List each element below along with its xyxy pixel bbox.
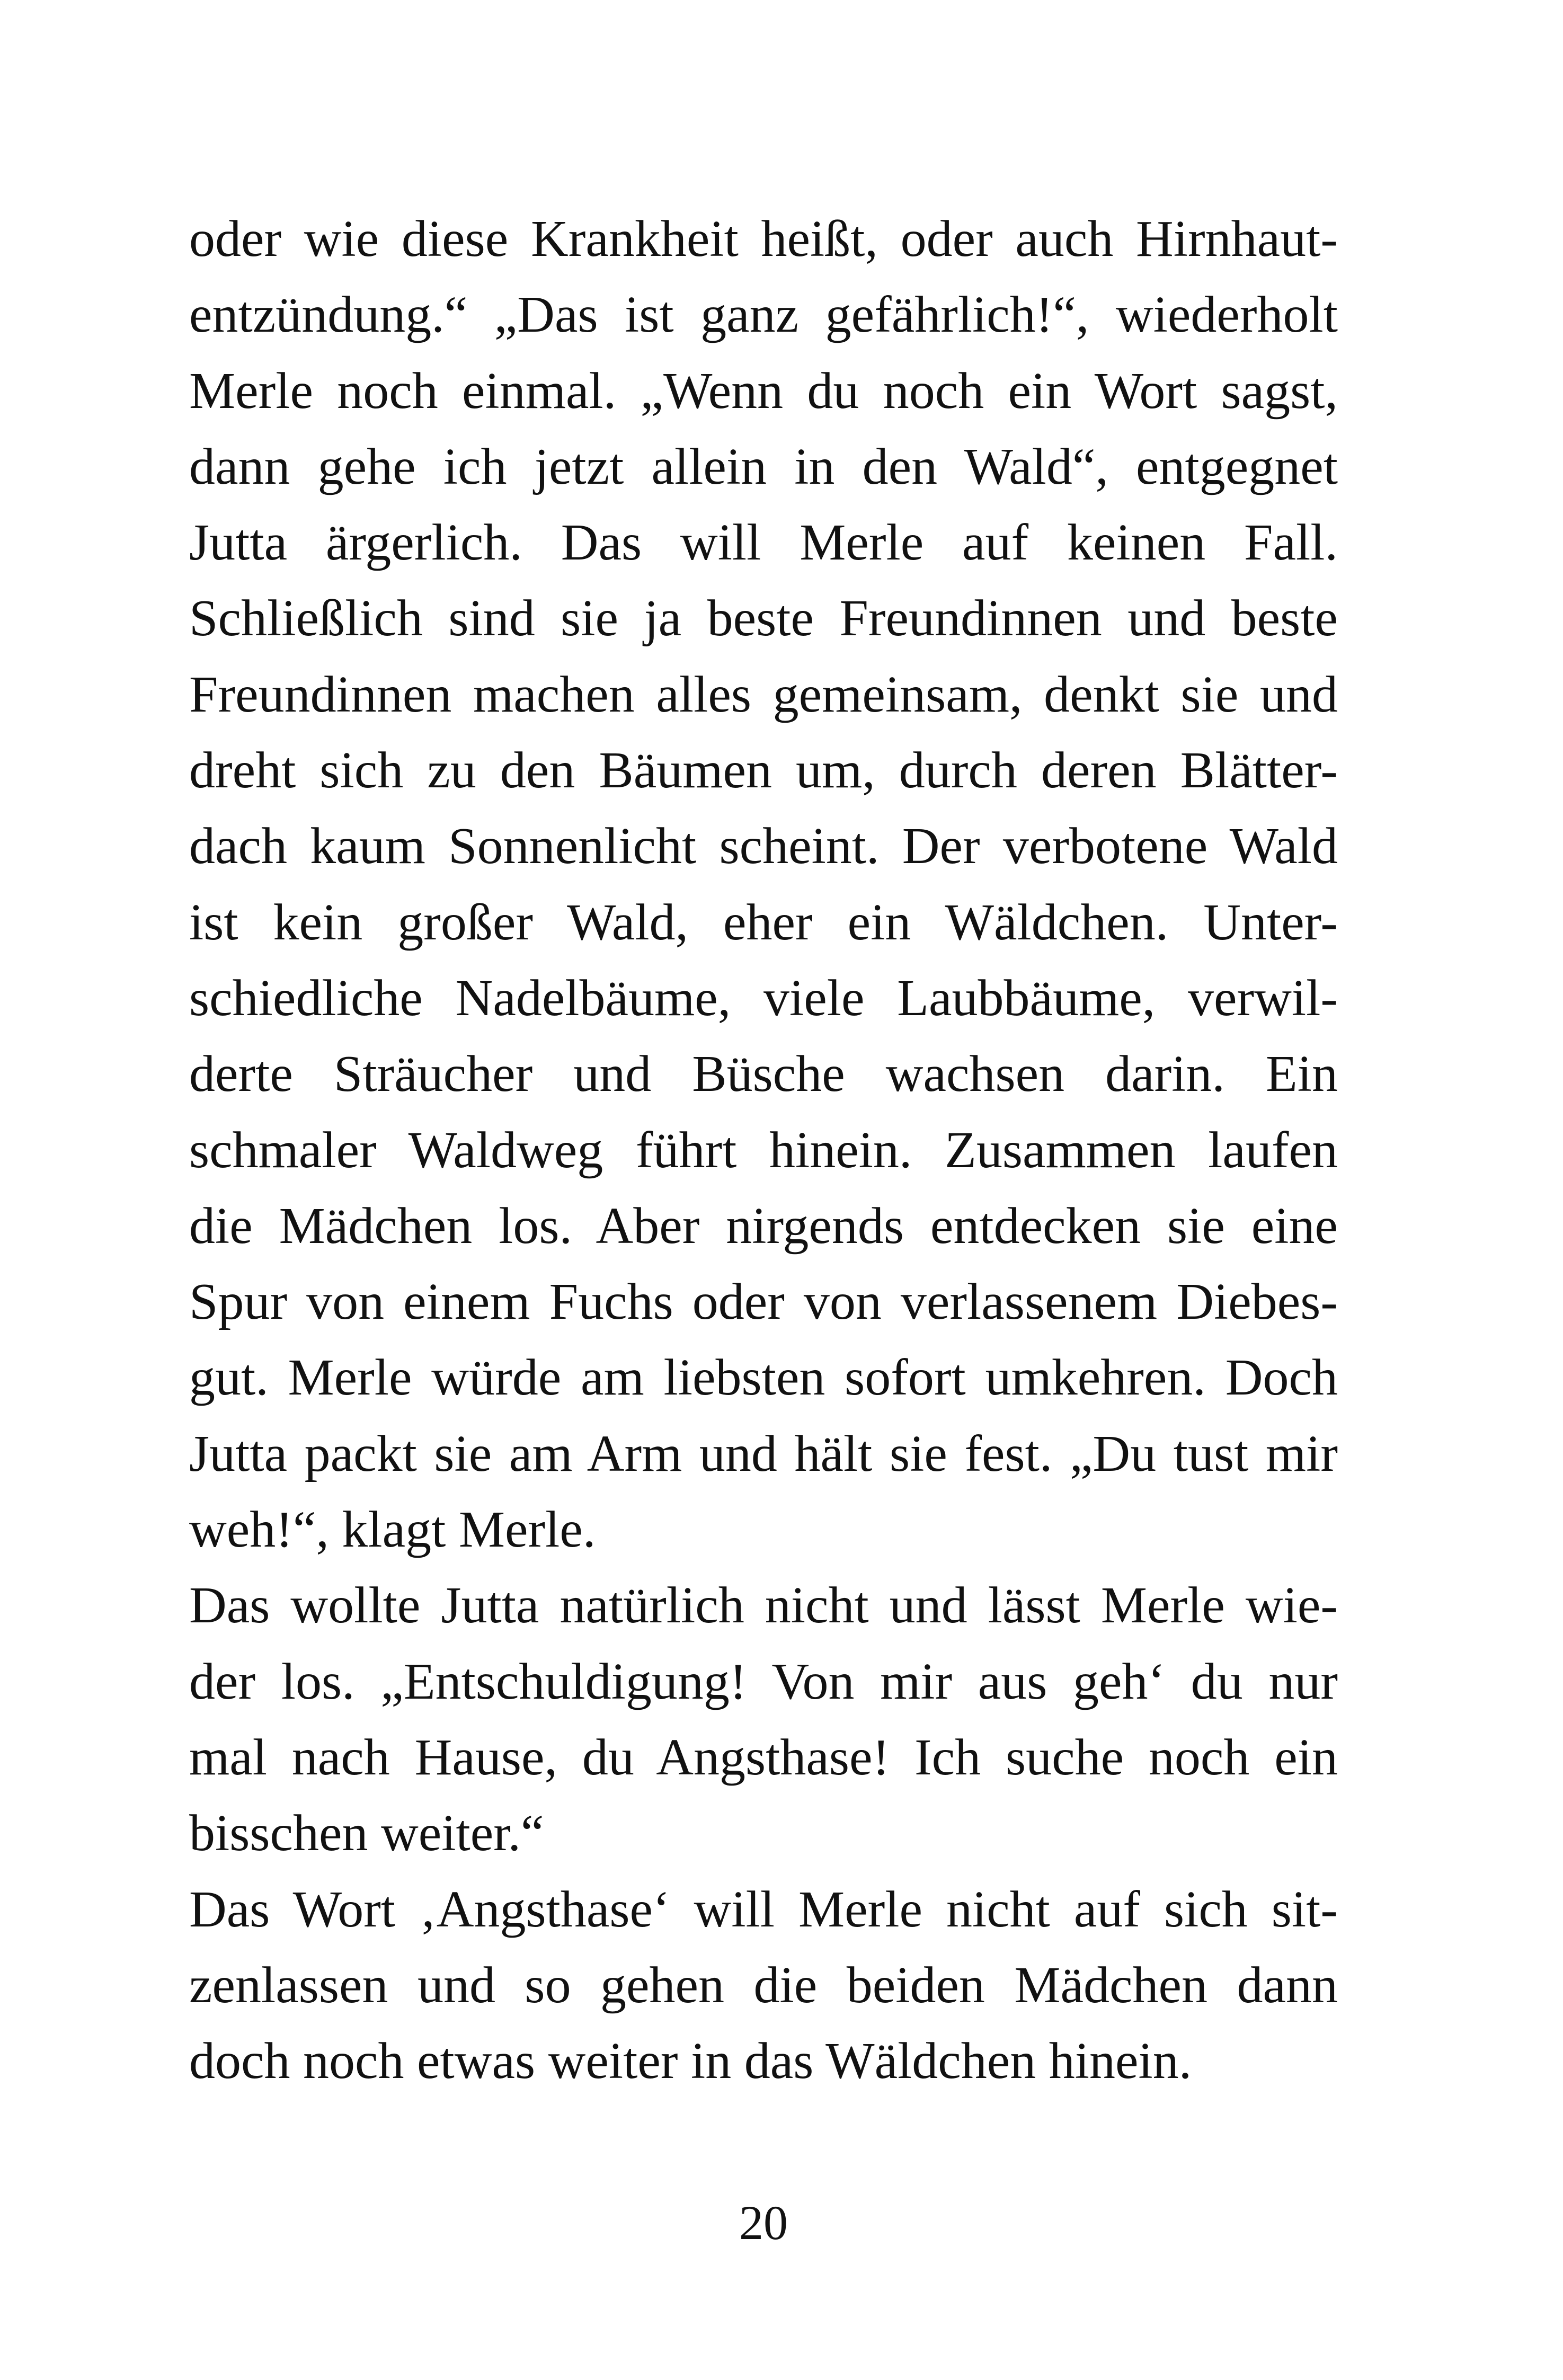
text-line: Merle noch einmal. „Wenn du noch ein Wort sagst,	[189, 362, 1338, 420]
text-line: oder wie diese Krankheit heißt, oder auch Hirnhaut-	[189, 210, 1338, 268]
text-line: doch noch etwas weiter in das Wäldchen hinein.	[189, 2032, 1192, 2090]
page-body-text	[189, 201, 1338, 2099]
text-line: Jutta ärgerlich. Das will Merle auf keinen Fall.	[189, 514, 1338, 572]
text-line: Schließlich sind sie ja beste Freundinnen und beste	[189, 590, 1338, 647]
text-line: entzündung.“ „Das ist ganz gefährlich!“, wiederholt	[189, 286, 1338, 344]
text-line: dann gehe ich jetzt allein in den Wald“, entgegnet	[189, 438, 1338, 495]
text-line: Freundinnen machen alles gemeinsam, denkt sie und	[189, 665, 1338, 723]
text-line: Das wollte Jutta natürlich nicht und lässt Merle wie-	[189, 1577, 1338, 1635]
text-line: gut. Merle würde am liebsten sofort umkehren. Doch	[189, 1349, 1338, 1407]
text-line: weh!“, klagt Merle.	[189, 1501, 596, 1559]
text-line: Das Wort ‚Angsthase‘ will Merle nicht auf sich sit-	[189, 1880, 1338, 1938]
text-line: ist kein großer Wald, eher ein Wäldchen. Unter-	[189, 893, 1338, 951]
text-line: Jutta packt sie am Arm und hält sie fest. „Du tust mir	[189, 1425, 1338, 1482]
text-line: dreht sich zu den Bäumen um, durch deren Blätter-	[189, 742, 1338, 800]
text-line: schiedliche Nadelbäume, viele Laubbäume, verwil-	[189, 969, 1338, 1027]
text-line: Spur von einem Fuchs oder von verlassenem Diebes-	[189, 1273, 1338, 1331]
text-line: der los. „Entschuldigung! Von mir aus geh‘ du nur	[189, 1653, 1338, 1710]
text-line: derte Sträucher und Büsche wachsen darin. Ein	[189, 1045, 1338, 1103]
page-number: 20	[739, 2196, 788, 2250]
text-line: mal nach Hause, du Angsthase! Ich suche noch ein	[189, 1728, 1338, 1786]
text-line: schmaler Waldweg führt hinein. Zusammen laufen	[189, 1121, 1338, 1179]
text-line: bisschen weiter.“	[189, 1805, 544, 1862]
text-line: die Mädchen los. Aber nirgends entdecken sie eine	[189, 1197, 1338, 1255]
text-line: zenlassen und so gehen die beiden Mädchen dann	[189, 1956, 1338, 2014]
text-line: dach kaum Sonnenlicht scheint. Der verbotene Wald	[189, 818, 1338, 875]
